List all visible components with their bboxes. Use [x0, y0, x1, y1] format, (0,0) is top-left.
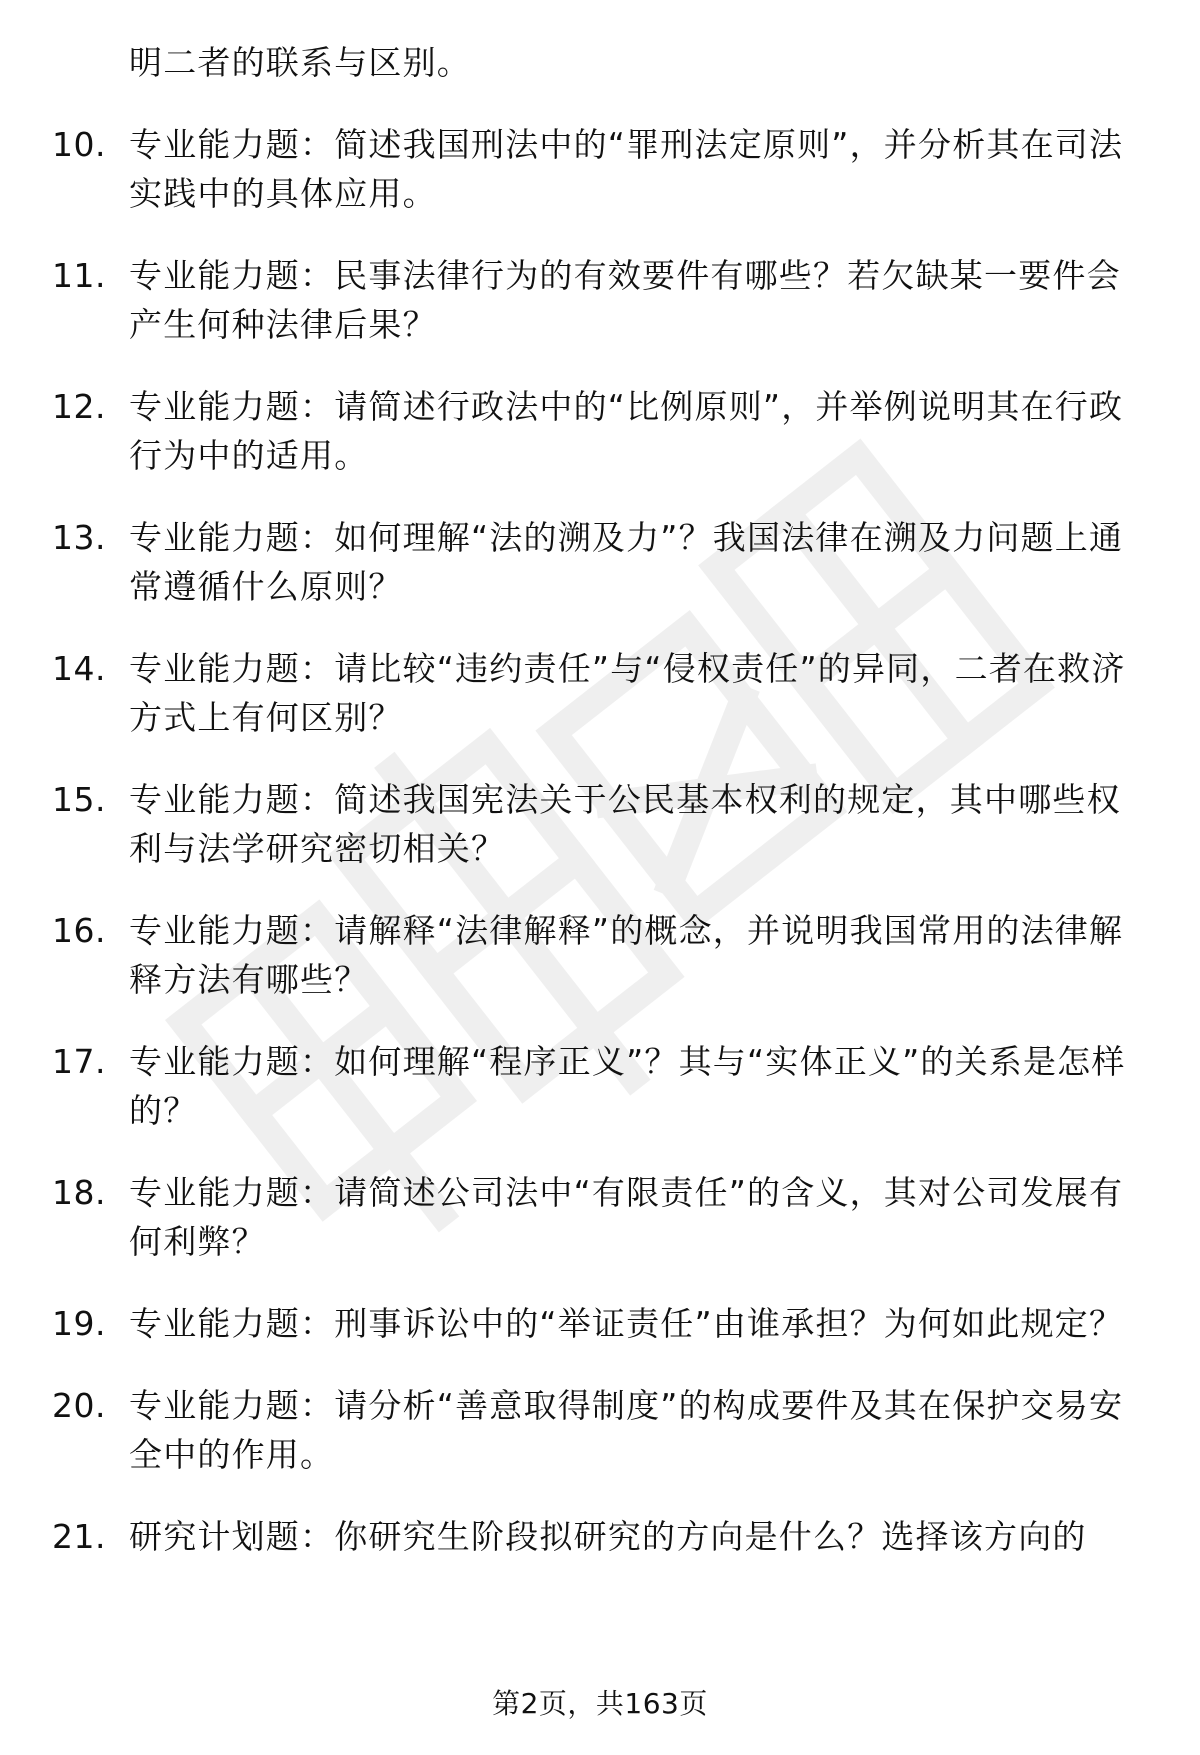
question-text: 专业能力题：请比较“违约责任”与“侵权责任”的异同，二者在救济方式上有何区别？ [129, 649, 1126, 737]
question-text: 专业能力题：请解释“法律解释”的概念，并说明我国常用的法律解释方法有哪些？ [129, 911, 1124, 999]
page-number: 第2页，共163页 [492, 1687, 708, 1720]
question-text: 专业能力题：民事法律行为的有效要件有哪些？若欠缺某一要件会产生何种法律后果？ [129, 256, 1121, 344]
list-item [0, 1168, 1200, 1266]
question-text: 专业能力题：请分析“善意取得制度”的构成要件及其在保护交易安全中的作用。 [129, 1386, 1124, 1474]
list-item [0, 513, 1200, 611]
list-item [0, 251, 1200, 349]
question-number: 15. [52, 780, 106, 819]
question-number: 21. [52, 1517, 106, 1556]
list-item [0, 38, 1200, 87]
question-text: 专业能力题：如何理解“程序正义”？其与“实体正义”的关系是怎样的？ [129, 1042, 1126, 1130]
question-number: 11. [52, 256, 106, 295]
list-item [0, 1037, 1200, 1135]
list-item [0, 1381, 1200, 1479]
list-item [0, 906, 1200, 1004]
question-number: 13. [52, 518, 106, 557]
question-text: 专业能力题：简述我国刑法中的“罪刑法定原则”，并分析其在司法实践中的具体应用。 [129, 125, 1124, 213]
question-text: 专业能力题：刑事诉讼中的“举证责任”由谁承担？为何如此规定？ [129, 1304, 1124, 1343]
question-number: 10. [52, 125, 106, 164]
list-item [0, 1512, 1200, 1561]
question-number: 19. [52, 1304, 106, 1343]
list-item [0, 120, 1200, 218]
question-number: 16. [52, 911, 106, 950]
question-number: 17. [52, 1042, 106, 1081]
question-text: 研究计划题：你研究生阶段拟研究的方向是什么？选择该方向的 [129, 1517, 1087, 1556]
list-item [0, 644, 1200, 742]
list-item [0, 1299, 1200, 1348]
question-text: 专业能力题：请简述公司法中“有限责任”的含义，其对公司发展有何利弊？ [129, 1173, 1124, 1261]
question-text: 专业能力题：简述我国宪法关于公民基本权利的规定，其中哪些权利与法学研究密切相关？ [129, 780, 1121, 868]
question-text: 专业能力题：如何理解“法的溯及力”？我国法律在溯及力问题上通常遵循什么原则？ [129, 518, 1124, 606]
question-number: 18. [52, 1173, 106, 1212]
question-number: 20. [52, 1386, 106, 1425]
question-number: 12. [52, 387, 106, 426]
list-item [0, 775, 1200, 873]
question-text: 明二者的联系与区别。 [129, 43, 471, 82]
list-item [0, 382, 1200, 480]
question-number: 14. [52, 649, 106, 688]
question-text: 专业能力题：请简述行政法中的“比例原则”，并举例说明其在行政行为中的适用。 [129, 387, 1124, 475]
question-list [0, 38, 1200, 1561]
